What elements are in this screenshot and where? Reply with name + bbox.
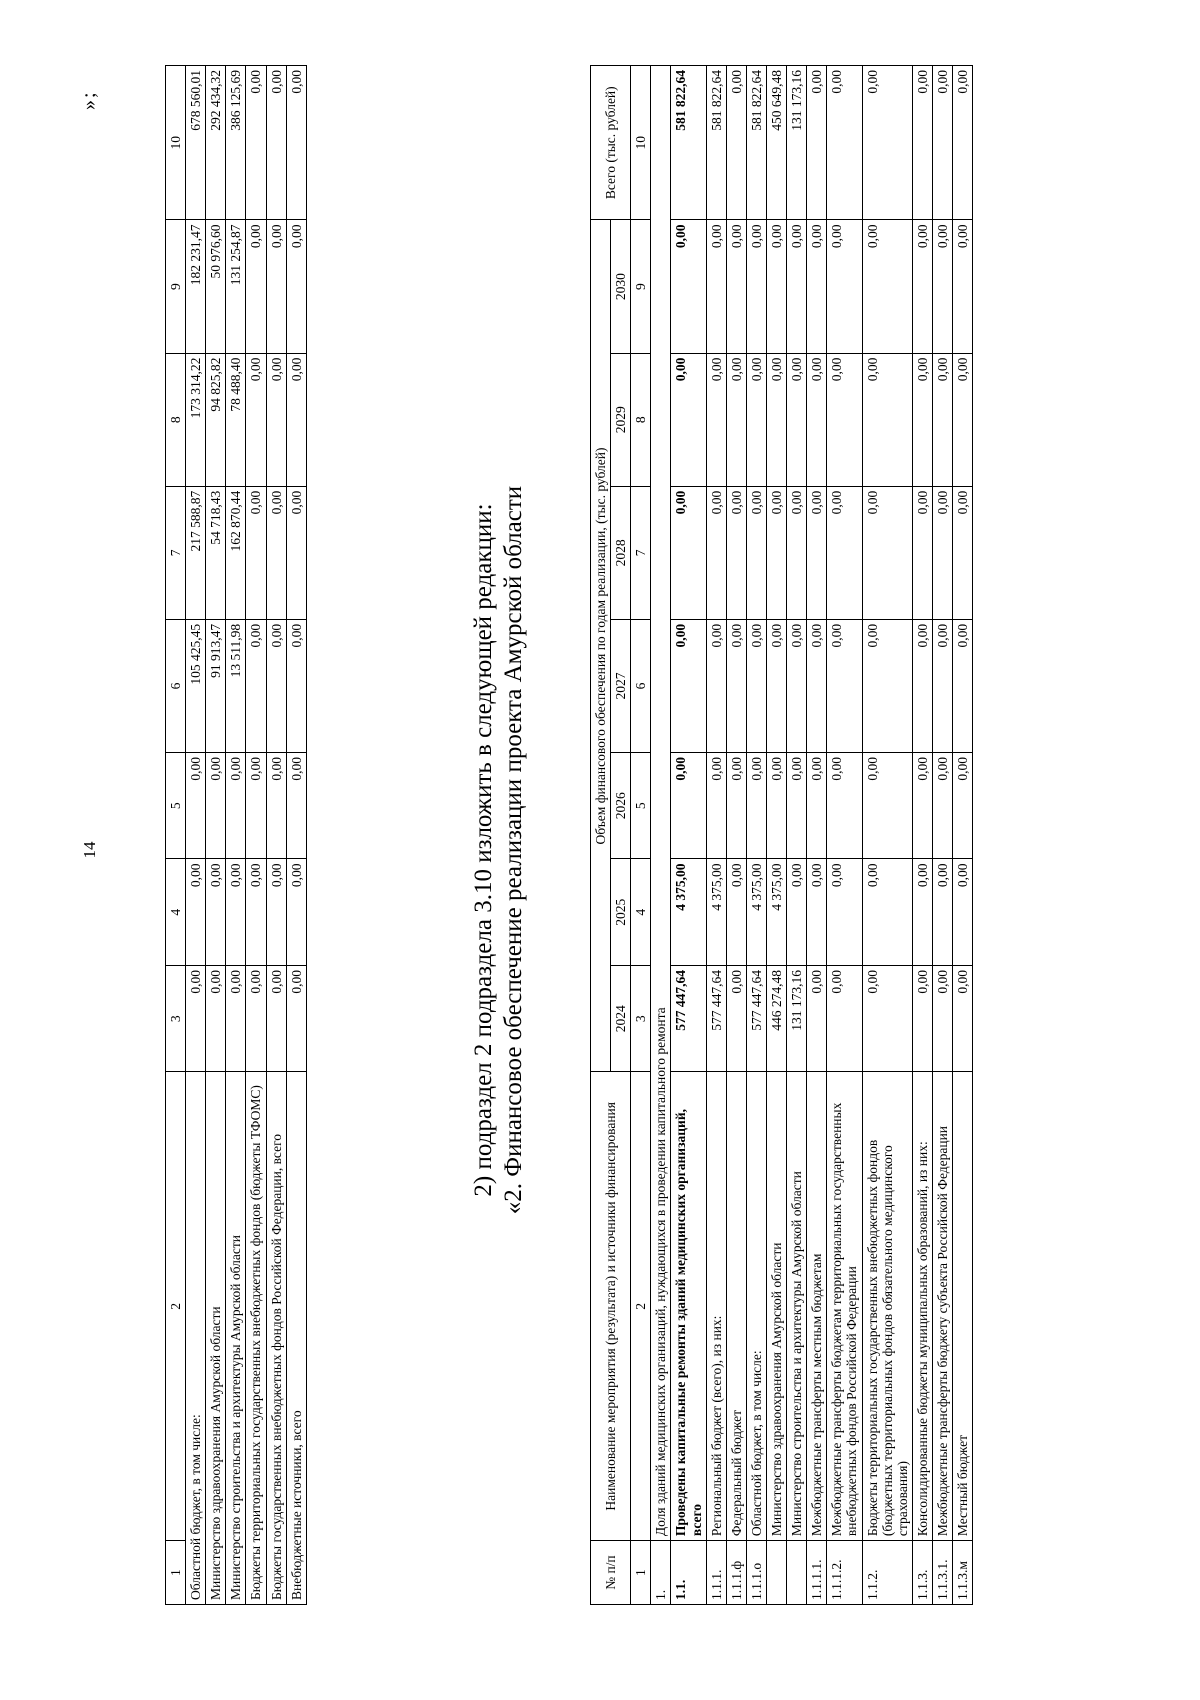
- table1-header-cell: 5: [166, 753, 186, 860]
- table1-header-cell: 10: [166, 66, 186, 221]
- value-cell: 0,00: [286, 619, 306, 752]
- value-cell: 0,00: [186, 966, 206, 1073]
- total-cell: 0,00: [862, 66, 912, 221]
- table1-header-cell: 6: [166, 619, 186, 752]
- row-name: Местный бюджет: [953, 1072, 973, 1541]
- value-cell: 0,00: [912, 753, 932, 860]
- value-cell: 13 511,98: [226, 619, 246, 752]
- value-cell: 0,00: [862, 859, 912, 966]
- column-number: 2: [631, 1072, 651, 1541]
- table1-header-cell: 7: [166, 486, 186, 619]
- value-cell: 0,00: [953, 619, 973, 752]
- value-cell: 0,00: [807, 859, 827, 966]
- row-name: Бюджеты территориальных государственных внебюджетных фондов (бюджетных территориальных фондов обязательного медицинского страхования): [862, 1072, 912, 1541]
- table-row: [827, 66, 862, 1605]
- table1-header-row: [166, 66, 186, 1605]
- value-cell: 0,00: [266, 619, 286, 752]
- closing-quote-mark: »;: [78, 90, 100, 110]
- value-cell: 0,00: [266, 753, 286, 860]
- value-cell: 0,00: [206, 753, 226, 860]
- value-cell: 0,00: [912, 220, 932, 353]
- total-cell: 292 434,32: [206, 66, 226, 221]
- total-cell: 581 822,64: [706, 66, 726, 221]
- value-cell: 0,00: [726, 486, 746, 619]
- header-year: 2024: [611, 966, 631, 1073]
- value-cell: 0,00: [671, 353, 706, 486]
- total-cell: 0,00: [807, 66, 827, 221]
- value-cell: 0,00: [246, 486, 266, 619]
- row-number: 1.1.2.: [862, 1541, 912, 1605]
- value-cell: 0,00: [286, 859, 306, 966]
- value-cell: 0,00: [953, 220, 973, 353]
- value-cell: 131 173,16: [787, 966, 807, 1073]
- total-cell: 0,00: [246, 66, 266, 221]
- value-cell: 446 274,48: [766, 966, 786, 1073]
- value-cell: 0,00: [766, 753, 786, 860]
- total-cell: 0,00: [266, 66, 286, 221]
- value-cell: 0,00: [726, 220, 746, 353]
- row-name: Министерство строительства и архитектуры Амурской области: [226, 1072, 246, 1605]
- value-cell: 0,00: [766, 353, 786, 486]
- value-cell: 0,00: [912, 619, 932, 752]
- header-total-column: Всего (тыс. рублей): [591, 66, 631, 221]
- value-cell: 0,00: [266, 353, 286, 486]
- value-cell: 0,00: [953, 859, 973, 966]
- value-cell: 0,00: [266, 220, 286, 353]
- table1-header-cell: 3: [166, 966, 186, 1073]
- total-cell: 581 822,64: [671, 66, 706, 221]
- total-cell: 0,00: [726, 66, 746, 221]
- value-cell: 0,00: [746, 353, 766, 486]
- value-cell: 0,00: [286, 353, 306, 486]
- value-cell: 0,00: [787, 220, 807, 353]
- column-number: 10: [631, 66, 651, 221]
- row-number: 1.1.1.о: [746, 1541, 766, 1605]
- financial-support-table: [590, 65, 973, 1605]
- value-cell: 0,00: [726, 859, 746, 966]
- value-cell: 0,00: [246, 753, 266, 860]
- value-cell: 0,00: [827, 220, 862, 353]
- section-title: «2. Финансовое обеспечение реализации проекта Амурской области: [500, 485, 527, 1215]
- value-cell: 0,00: [932, 859, 952, 966]
- column-number: 6: [631, 619, 651, 752]
- value-cell: 173 314,22: [186, 353, 206, 486]
- column-number: 4: [631, 859, 651, 966]
- table-row: [706, 66, 726, 1605]
- row-number: 1.1.3.1.: [932, 1541, 952, 1605]
- total-cell: 581 822,64: [746, 66, 766, 221]
- row-name: Министерство строительства и архитектуры Амурской области: [787, 1072, 807, 1541]
- value-cell: 0,00: [706, 619, 726, 752]
- value-cell: 0,00: [862, 966, 912, 1073]
- budget-table-continuation: [165, 65, 307, 1605]
- value-cell: 0,00: [932, 619, 952, 752]
- row-number: 1.1.1.: [706, 1541, 726, 1605]
- table-row: [912, 66, 932, 1605]
- table-row: [266, 66, 286, 1605]
- table-row: [862, 66, 912, 1605]
- value-cell: 0,00: [807, 619, 827, 752]
- value-cell: 0,00: [953, 486, 973, 619]
- column-number: 7: [631, 486, 651, 619]
- value-cell: 0,00: [286, 486, 306, 619]
- table-row: [953, 66, 973, 1605]
- value-cell: 0,00: [266, 486, 286, 619]
- value-cell: 0,00: [827, 619, 862, 752]
- value-cell: 78 488,40: [226, 353, 246, 486]
- header-year: 2026: [611, 753, 631, 860]
- total-cell: 0,00: [912, 66, 932, 221]
- table-row: [246, 66, 266, 1605]
- header-number-column: № п/п: [591, 1541, 631, 1605]
- section-text: Доля зданий медицинских организаций, нуждающихся в проведении капитального ремонта: [651, 66, 671, 1541]
- value-cell: 0,00: [953, 353, 973, 486]
- page-number: 14: [80, 841, 99, 859]
- value-cell: 0,00: [912, 859, 932, 966]
- value-cell: 0,00: [746, 220, 766, 353]
- value-cell: 4 375,00: [746, 859, 766, 966]
- value-cell: 577 447,64: [671, 966, 706, 1073]
- value-cell: 0,00: [246, 859, 266, 966]
- value-cell: 0,00: [206, 966, 226, 1073]
- value-cell: 94 825,82: [206, 353, 226, 486]
- value-cell: 0,00: [726, 753, 746, 860]
- row-number: 1.1.1.2.: [827, 1541, 862, 1605]
- value-cell: 91 913,47: [206, 619, 226, 752]
- section-number: 1.: [651, 1541, 671, 1605]
- total-cell: 450 649,48: [766, 66, 786, 221]
- value-cell: 0,00: [807, 753, 827, 860]
- value-cell: 0,00: [807, 353, 827, 486]
- row-name: Межбюджетные трансферты бюджетам территориальных государственных внебюджетных фондов Российской Федерации: [827, 1072, 862, 1541]
- header-years-group: Объем финансового обеспечения по годам реализации, (тыс. рублей): [591, 220, 611, 1072]
- value-cell: 0,00: [953, 966, 973, 1073]
- total-cell: 0,00: [827, 66, 862, 221]
- row-name: Бюджеты государственных внебюджетных фондов Российской Федерации, всего: [266, 1072, 286, 1605]
- value-cell: 0,00: [932, 966, 952, 1073]
- value-cell: 0,00: [787, 486, 807, 619]
- value-cell: 0,00: [862, 353, 912, 486]
- value-cell: 0,00: [706, 353, 726, 486]
- value-cell: 0,00: [186, 859, 206, 966]
- value-cell: 0,00: [246, 619, 266, 752]
- table-row: [286, 66, 306, 1605]
- section-row: [651, 66, 671, 1605]
- row-name: Министерство здравоохранения Амурской области: [206, 1072, 226, 1605]
- row-name: Консолидированные бюджеты муниципальных образований, из них:: [912, 1072, 932, 1541]
- value-cell: 0,00: [726, 619, 746, 752]
- row-number: [787, 1541, 807, 1605]
- row-number: 1.1.1.ф: [726, 1541, 746, 1605]
- value-cell: 0,00: [671, 220, 706, 353]
- table-row: [186, 66, 206, 1605]
- table-row: [726, 66, 746, 1605]
- table1-header-cell: 1: [166, 1541, 186, 1605]
- header-year: 2028: [611, 486, 631, 619]
- table-row: [226, 66, 246, 1605]
- value-cell: 0,00: [787, 859, 807, 966]
- row-name: Федеральный бюджет: [726, 1072, 746, 1541]
- header-year: 2030: [611, 220, 631, 353]
- column-number: 5: [631, 753, 651, 860]
- value-cell: 0,00: [827, 486, 862, 619]
- total-cell: 386 125,69: [226, 66, 246, 221]
- value-cell: 0,00: [827, 753, 862, 860]
- table1-header-cell: 2: [166, 1072, 186, 1541]
- value-cell: 0,00: [746, 619, 766, 752]
- value-cell: 0,00: [932, 753, 952, 860]
- table1-header-cell: 8: [166, 353, 186, 486]
- row-number: 1.1.3.: [912, 1541, 932, 1605]
- value-cell: 0,00: [827, 353, 862, 486]
- row-name: Внебюджетные источники, всего: [286, 1072, 306, 1605]
- total-cell: 0,00: [932, 66, 952, 221]
- value-cell: 0,00: [787, 753, 807, 860]
- value-cell: 0,00: [766, 220, 786, 353]
- value-cell: 0,00: [787, 353, 807, 486]
- value-cell: 0,00: [286, 220, 306, 353]
- header-name-column: Наименование мероприятия (результата) и источники финансирования: [591, 1072, 631, 1541]
- row-number: 1.1.1.1.: [807, 1541, 827, 1605]
- value-cell: 0,00: [787, 619, 807, 752]
- row-number: 1.1.3.м: [953, 1541, 973, 1605]
- value-cell: 0,00: [827, 966, 862, 1073]
- value-cell: 0,00: [807, 486, 827, 619]
- value-cell: 0,00: [932, 353, 952, 486]
- total-cell: 0,00: [953, 66, 973, 221]
- value-cell: 0,00: [746, 486, 766, 619]
- row-number: [766, 1541, 786, 1605]
- row-name: Проведены капитальные ремонты зданий медицинских организаций, всего: [671, 1072, 706, 1541]
- value-cell: 0,00: [671, 619, 706, 752]
- value-cell: 0,00: [706, 753, 726, 860]
- table-row: [671, 66, 706, 1605]
- value-cell: 182 231,47: [186, 220, 206, 353]
- table-row: [787, 66, 807, 1605]
- value-cell: 0,00: [266, 966, 286, 1073]
- table-row: [206, 66, 226, 1605]
- row-name: Межбюджетные трансферты бюджету субъекта Российской Федерации: [932, 1072, 952, 1541]
- row-name: Министерство здравоохранения Амурской области: [766, 1072, 786, 1541]
- value-cell: 0,00: [286, 753, 306, 860]
- column-number: 8: [631, 353, 651, 486]
- value-cell: 0,00: [246, 966, 266, 1073]
- value-cell: 4 375,00: [706, 859, 726, 966]
- value-cell: 0,00: [862, 753, 912, 860]
- value-cell: 0,00: [953, 753, 973, 860]
- value-cell: 0,00: [912, 966, 932, 1073]
- table-row: [766, 66, 786, 1605]
- header-year: 2027: [611, 619, 631, 752]
- value-cell: 0,00: [726, 353, 746, 486]
- column-number: 9: [631, 220, 651, 353]
- value-cell: 50 976,60: [206, 220, 226, 353]
- amendment-instruction: 2) подраздел 2 подраздела 3.10 изложить в следующей редакции:: [470, 503, 497, 1197]
- row-name: Бюджеты территориальных государственных внебюджетных фондов (бюджеты ТФОМС): [246, 1072, 266, 1605]
- value-cell: 0,00: [807, 220, 827, 353]
- value-cell: 0,00: [286, 966, 306, 1073]
- value-cell: 0,00: [912, 353, 932, 486]
- row-name: Областной бюджет, в том числе:: [746, 1072, 766, 1541]
- value-cell: 4 375,00: [766, 859, 786, 966]
- value-cell: 0,00: [766, 486, 786, 619]
- value-cell: 0,00: [827, 859, 862, 966]
- row-name: Региональный бюджет (всего), из них:: [706, 1072, 726, 1541]
- value-cell: 0,00: [726, 966, 746, 1073]
- row-number: 1.1.: [671, 1541, 706, 1605]
- value-cell: 0,00: [932, 220, 952, 353]
- value-cell: 0,00: [266, 859, 286, 966]
- value-cell: 577 447,64: [706, 966, 726, 1073]
- value-cell: 0,00: [912, 486, 932, 619]
- value-cell: 54 718,43: [206, 486, 226, 619]
- column-number: 3: [631, 966, 651, 1073]
- table1-header-cell: 9: [166, 220, 186, 353]
- table-row: [807, 66, 827, 1605]
- value-cell: 131 254,87: [226, 220, 246, 353]
- column-number: 1: [631, 1541, 651, 1605]
- value-cell: 0,00: [671, 486, 706, 619]
- row-name: Межбюджетные трансферты местным бюджетам: [807, 1072, 827, 1541]
- value-cell: 0,00: [226, 753, 246, 860]
- value-cell: 4 375,00: [671, 859, 706, 966]
- value-cell: 0,00: [862, 220, 912, 353]
- header-year: 2025: [611, 859, 631, 966]
- value-cell: 0,00: [932, 486, 952, 619]
- value-cell: 0,00: [706, 486, 726, 619]
- table-row: [932, 66, 952, 1605]
- table1-header-cell: 4: [166, 859, 186, 966]
- value-cell: 0,00: [862, 619, 912, 752]
- row-name: Областной бюджет, в том числе:: [186, 1072, 206, 1605]
- value-cell: 0,00: [706, 220, 726, 353]
- total-cell: 0,00: [286, 66, 306, 221]
- value-cell: 0,00: [226, 859, 246, 966]
- total-cell: 131 173,16: [787, 66, 807, 221]
- value-cell: 217 588,87: [186, 486, 206, 619]
- table2-column-numbers-row: [631, 66, 651, 1605]
- table-row: [746, 66, 766, 1605]
- value-cell: 0,00: [206, 859, 226, 966]
- value-cell: 577 447,64: [746, 966, 766, 1073]
- value-cell: 0,00: [766, 619, 786, 752]
- value-cell: 0,00: [671, 753, 706, 860]
- value-cell: 162 870,44: [226, 486, 246, 619]
- value-cell: 0,00: [862, 486, 912, 619]
- table2-header-row: [591, 66, 611, 1605]
- header-year: 2029: [611, 353, 631, 486]
- value-cell: 0,00: [246, 220, 266, 353]
- value-cell: 0,00: [226, 966, 246, 1073]
- value-cell: 0,00: [246, 353, 266, 486]
- value-cell: 0,00: [807, 966, 827, 1073]
- value-cell: 0,00: [746, 753, 766, 860]
- value-cell: 0,00: [186, 753, 206, 860]
- total-cell: 678 560,01: [186, 66, 206, 221]
- value-cell: 105 425,45: [186, 619, 206, 752]
